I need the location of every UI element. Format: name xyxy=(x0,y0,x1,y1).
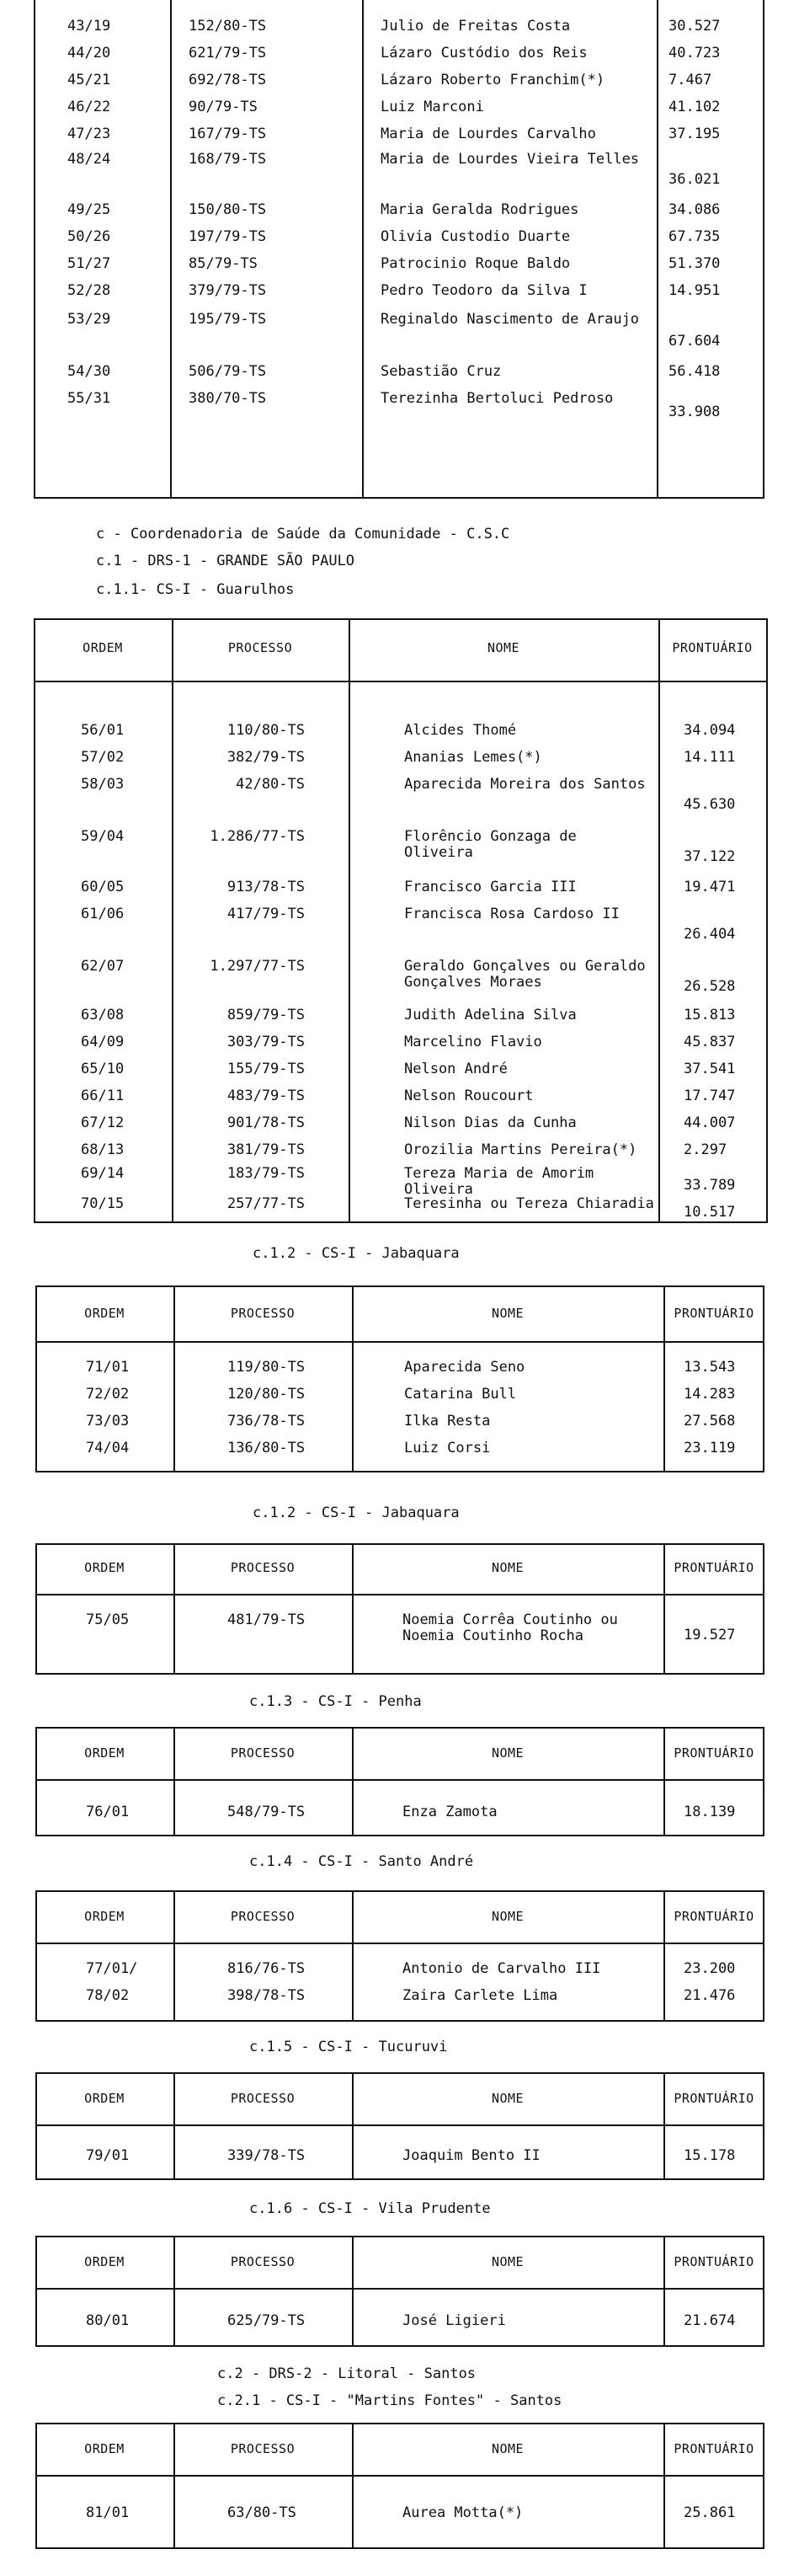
col-header-nome: NOME xyxy=(491,1745,525,1761)
col-header-prontuario: PRONTUÁRIO xyxy=(674,1560,754,1575)
section-caption: c.2 - DRS-2 - Litoral - Santos xyxy=(217,2365,477,2382)
col-header-processo: PROCESSO xyxy=(230,1306,296,1321)
section-caption: c.1.2 - CS-I - Jabaquara xyxy=(253,1504,460,1521)
col-header-prontuario: PRONTUÁRIO xyxy=(674,1909,754,1924)
col-header-prontuario: PRONTUÁRIO xyxy=(674,2254,754,2269)
col-header-ordem: ORDEM xyxy=(84,2091,125,2106)
jabaquara-table-1: ORDEM PROCESSO NOME PRONTUÁRIO 71/01 119/80-TS Aparecida Seno 13.543 72/02 120/80-TS Catarina Bull 14.283 73/03 736/78-TS Ilka Resta 27.568 74/04 136/80-TS Luiz Corsi 23.119 xyxy=(35,1285,764,1472)
col-header-prontuario: PRONTUÁRIO xyxy=(674,2441,754,2456)
vila-prudente-table: ORDEM PROCESSO NOME PRONTUÁRIO 80/01 625/79-TS José Ligieri 21.674 xyxy=(35,2236,764,2347)
col-header-prontuario: PRONTUÁRIO xyxy=(674,1306,754,1321)
section-caption: c.1.6 - CS-I - Vila Prudente xyxy=(249,2200,491,2217)
col-header-ordem: ORDEM xyxy=(84,1909,125,1924)
col-header-nome: NOME xyxy=(491,2254,525,2269)
col-header-nome: NOME xyxy=(491,2091,525,2106)
col-header-prontuario: PRONTUÁRIO xyxy=(674,1745,754,1761)
continuation-table: 43/19 152/80-TS Julio de Freitas Costa 30.527 44/20 621/79-TS Lázaro Custódio dos Reis 40.723 45/21 692/78-TS Lázaro Roberto Franchim(*) 7.467 46/22 90/79-TS Luiz Marconi 41.102 47/23 167/79-TS Maria de Lourdes Carvalho 37.195 48/24 168/79-TS Maria de Lourdes Vieira Telles 36.021 49/25 150/80-TS Maria Geralda Rodrigues 34.086 50/26 197/79-TS Olivia Custodio Duarte 67.735 51/27 85/79-TS Patrocinio Roque Baldo 51.370 52/28 379/79-TS Pedro Teodoro da Silva I 14.951 53/29 195/79-TS Reginaldo Nascimento de Araujo 67.604 54/30 506/79-TS Sebastião Cruz 56.418 55/31 380/70-TS Terezinha Bertoluci Pedroso 33.908 xyxy=(34,0,764,499)
section-caption: c.2.1 - CS-I - "Martins Fontes" - Santos xyxy=(217,2392,562,2409)
col-header-prontuario: PRONTUÁRIO xyxy=(674,2091,754,2106)
col-header-nome: NOME xyxy=(491,1306,525,1321)
santo-andre-table: ORDEM PROCESSO NOME PRONTUÁRIO 77/01/ 816/76-TS Antonio de Carvalho III 23.200 78/02 398/78-TS Zaira Carlete Lima 21.476 xyxy=(35,1890,764,2022)
col-header-processo: PROCESSO xyxy=(230,2091,296,2106)
tucuruvi-table: ORDEM PROCESSO NOME PRONTUÁRIO 79/01 339/78-TS Joaquim Bento II 15.178 xyxy=(35,2072,764,2180)
santos-table: ORDEM PROCESSO NOME PRONTUÁRIO 81/01 63/80-TS Aurea Motta(*) 25.861 xyxy=(35,2423,764,2549)
penha-table: ORDEM PROCESSO NOME PRONTUÁRIO 76/01 548/79-TS Enza Zamota 18.139 xyxy=(35,1727,764,1836)
section-caption: c - Coordenadoria de Saúde da Comunidade - C.S.C xyxy=(96,526,510,542)
col-header-ordem: ORDEM xyxy=(84,2441,125,2456)
col-header-ordem: ORDEM xyxy=(84,1306,125,1321)
section-caption: c.1 - DRS-1 - GRANDE SÃO PAULO xyxy=(96,553,355,569)
col-header-nome: NOME xyxy=(491,1909,525,1924)
col-header-ordem: ORDEM xyxy=(84,1745,125,1761)
jabaquara-table-2: ORDEM PROCESSO NOME PRONTUÁRIO 75/05 481/79-TS Noemia Corrêa Coutinho ou Noemia Coutinho Rocha 19.527 xyxy=(35,1543,764,1675)
section-caption: c.1.1- CS-I - Guarulhos xyxy=(96,581,295,598)
col-header-processo: PROCESSO xyxy=(230,1909,296,1924)
col-header-nome: NOME xyxy=(491,1560,525,1575)
col-header-ordem: ORDEM xyxy=(83,640,123,655)
col-header-prontuario: PRONTUÁRIO xyxy=(672,640,753,655)
col-header-nome: NOME xyxy=(487,640,520,655)
guarulhos-table: ORDEM PROCESSO NOME PRONTUÁRIO 56/01 110/80-TS Alcides Thomé 34.094 57/02 382/79-TS Ananias Lemes(*) 14.111 58/03 42/80-TS Aparecida Moreira dos Santos 45.630 59/04 1.286/77-TS Florêncio Gonzaga de Oliveira 37.122 60/05 913/78-TS Francisco Garcia III 19.471 61/06 417/79-TS Francisca Rosa Cardoso II 26.404 62/07 1.297/77-TS Geraldo Gonçalves ou Geraldo Gonçalves Moraes 26.528 63/08 859/79-TS Judith Adelina Silva 15.813 64/09 303/79-TS Marcelino Flavio 45.837 65/10 155/79-TS Nelson André 37.541 66/11 483/79-TS Nelson Roucourt 17.747 67/12 901/78-TS Nilson Dias da Cunha 44.007 68/13 381/79-TS Orozilia Martins Pereira(*) 2.297 69/14 183/79-TS Tereza Maria de Amorim Oliveira 33.789 70/15 257/77-TS Teresinha ou Tereza Chiaradia 10.517 xyxy=(34,618,768,1223)
col-header-nome: NOME xyxy=(491,2441,525,2456)
section-caption: c.1.5 - CS-I - Tucuruvi xyxy=(249,2039,448,2055)
col-header-processo: PROCESSO xyxy=(230,1745,296,1761)
col-header-ordem: ORDEM xyxy=(84,1560,125,1575)
col-header-processo: PROCESSO xyxy=(227,640,293,655)
col-header-ordem: ORDEM xyxy=(84,2254,125,2269)
section-caption: c.1.3 - CS-I - Penha xyxy=(249,1693,422,1710)
col-header-processo: PROCESSO xyxy=(230,2254,296,2269)
col-header-processo: PROCESSO xyxy=(230,1560,296,1575)
col-header-processo: PROCESSO xyxy=(230,2441,296,2456)
section-caption: c.1.4 - CS-I - Santo André xyxy=(249,1853,474,1870)
section-caption: c.1.2 - CS-I - Jabaquara xyxy=(253,1245,460,1262)
